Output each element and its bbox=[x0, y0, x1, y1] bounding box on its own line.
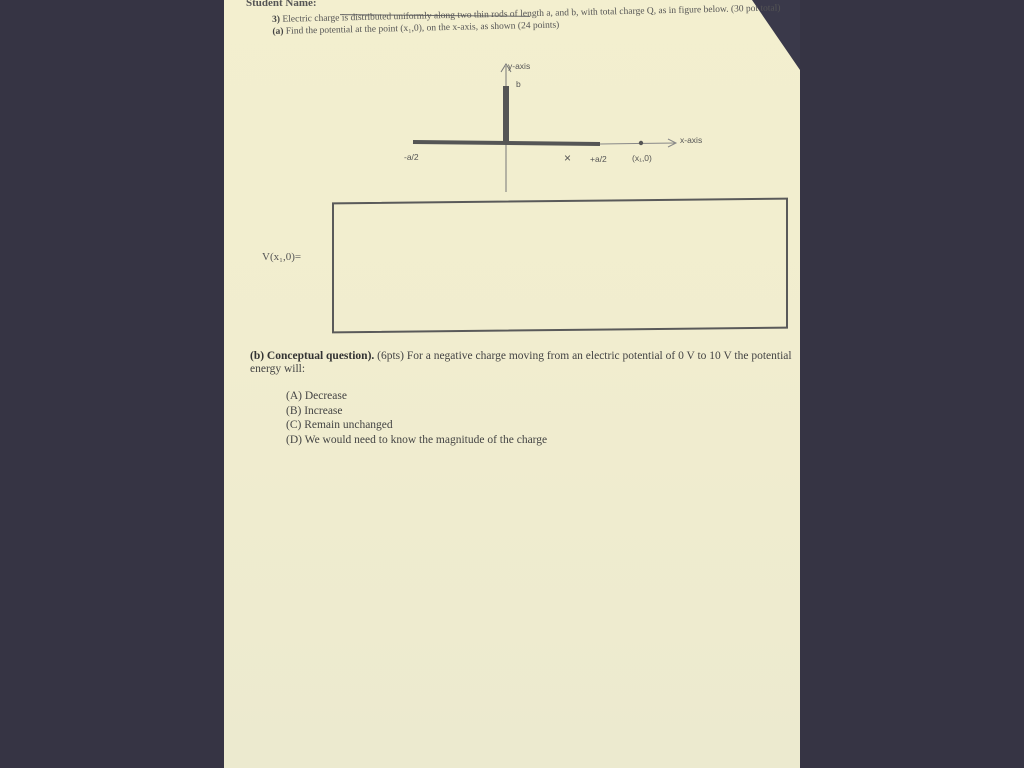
plus-a-half-label: +a/2 bbox=[590, 154, 607, 164]
student-name-label: Student Name: bbox=[246, 0, 317, 9]
option-d: (D) We would need to know the magnitude of the charge bbox=[286, 433, 548, 446]
x-mark: × bbox=[564, 151, 572, 165]
point-x1-dot bbox=[639, 141, 643, 145]
part-a-label: (a) bbox=[272, 26, 284, 37]
answer-box[interactable] bbox=[332, 198, 788, 334]
rod-a bbox=[413, 142, 600, 144]
y-axis-label: y-axis bbox=[508, 61, 531, 71]
rod-b bbox=[503, 86, 509, 144]
rod-b-label: b bbox=[516, 79, 521, 89]
x-axis-line bbox=[600, 143, 676, 144]
part-b-options bbox=[286, 389, 547, 447]
part-b-text: (6pts) For a negative charge moving from an electric potential of 0 V to 10 V the potential energy will: bbox=[250, 350, 792, 375]
x-axis-label: x-axis bbox=[680, 135, 703, 145]
answer-label: V(x₁,0)= bbox=[262, 251, 302, 263]
option-c: (C) Remain unchanged bbox=[286, 419, 393, 431]
option-b: (B) Increase bbox=[286, 404, 343, 417]
part-b-label: (b) Conceptual question). bbox=[250, 350, 375, 362]
part-b bbox=[250, 350, 810, 376]
question-intro: Electric charge is distributed uniformly along two thin rods of length a, and b, with total charge Q, as in figure below. (30 pot total) bbox=[282, 3, 781, 25]
point-x1-label: (x₁,0) bbox=[632, 153, 652, 163]
part-a-text: Find the potential at the point (x₁,0), on the x-axis, as shown (24 points) bbox=[285, 20, 560, 37]
option-a: (A) Decrease bbox=[286, 390, 347, 402]
minus-a-half-label: -a/2 bbox=[404, 152, 419, 162]
question-number: 3) bbox=[272, 14, 281, 25]
